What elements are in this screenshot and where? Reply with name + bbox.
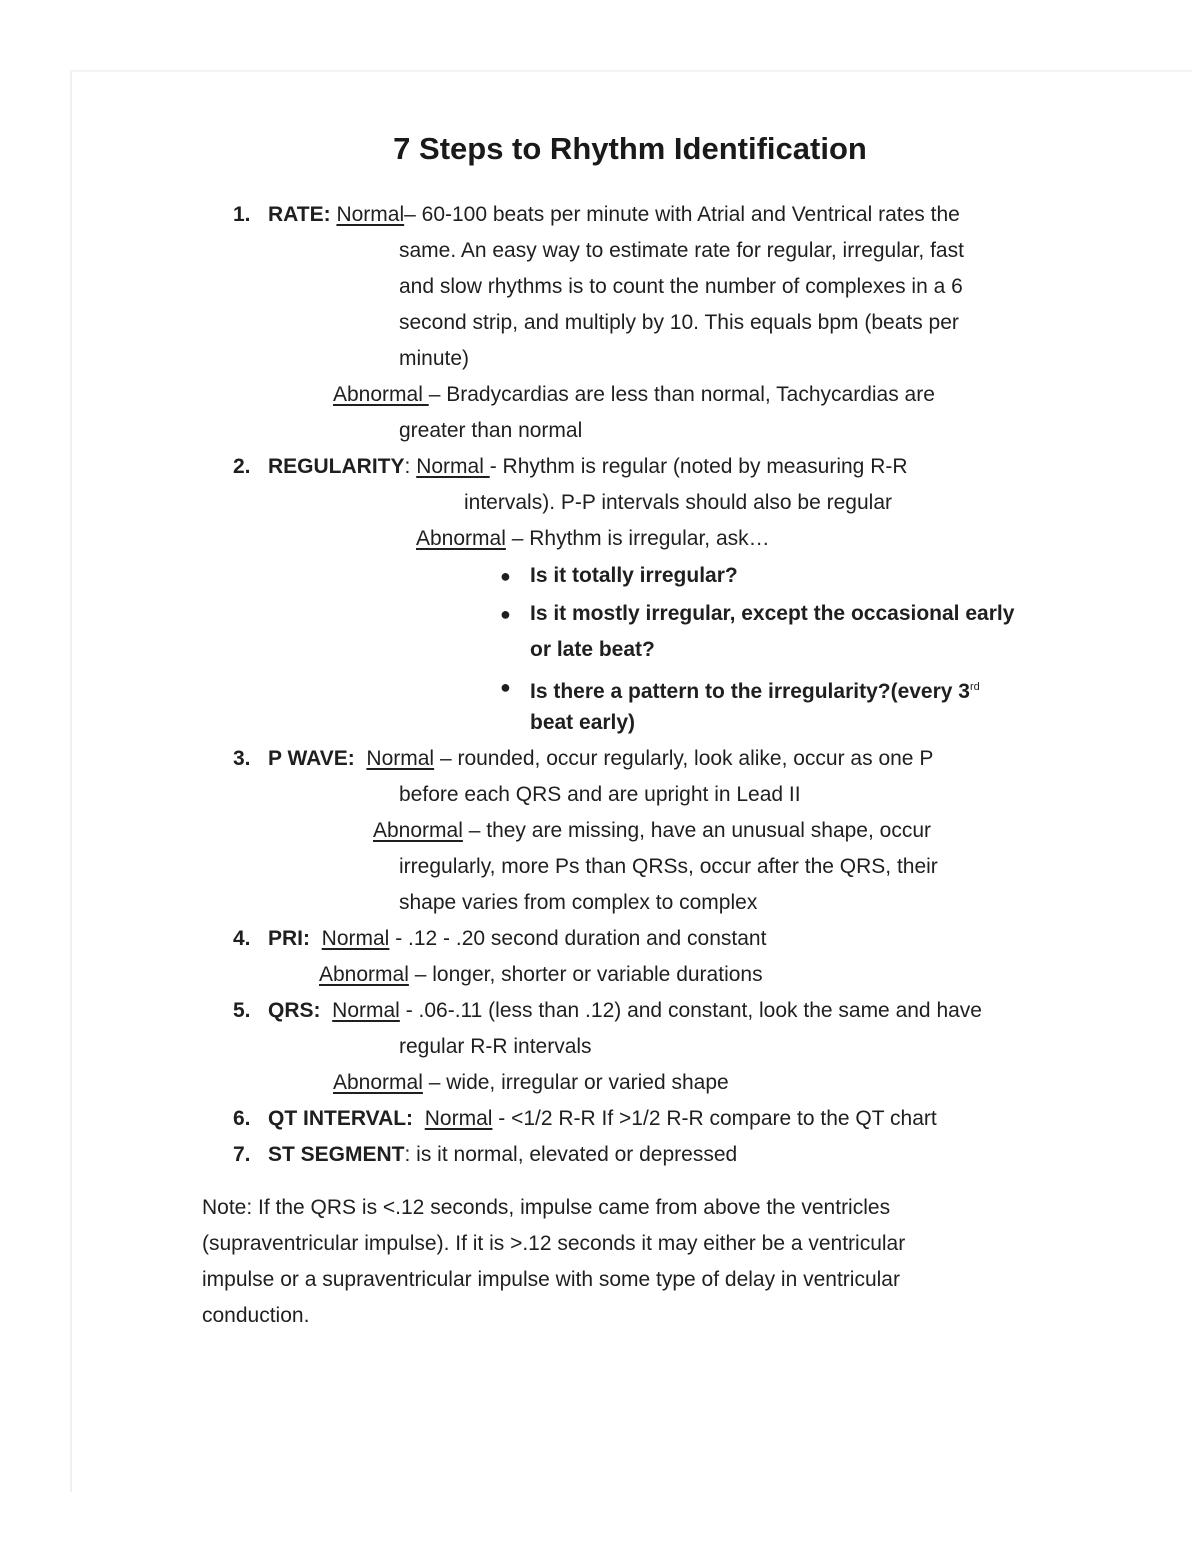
step-2-number: 2. bbox=[233, 455, 251, 478]
step-1-abnormal-label: Abnormal bbox=[333, 383, 429, 406]
step-1-normal-text-4: second strip, and multiply by 10. This equals bpm (beats per bbox=[399, 311, 959, 334]
step-2-abnormal-text-1: – Rhythm is irregular, ask… bbox=[505, 527, 770, 550]
note-line-1: Note: If the QRS is <.12 seconds, impulse came from above the ventricles bbox=[202, 1196, 891, 1219]
step-1-abnormal-text-1: – Bradycardias are less than normal, Tachycardias are bbox=[428, 383, 935, 406]
step-7-line-1 bbox=[268, 1142, 737, 1168]
question-3-line-1 bbox=[530, 674, 980, 705]
question-2-line-1: Is it mostly irregular, except the occasional early bbox=[530, 602, 1015, 625]
step-7-text-1: : is it normal, elevated or depressed bbox=[404, 1143, 738, 1166]
question-3-text: Is there a pattern to the irregularity?(every 3 bbox=[530, 680, 970, 703]
step-6-heading: QT INTERVAL: bbox=[268, 1107, 414, 1130]
step-2-heading: REGULARITY bbox=[268, 455, 405, 478]
step-4-abnormal-label: Abnormal bbox=[319, 963, 409, 986]
step-3-abnormal-line-1 bbox=[373, 818, 931, 844]
step-6-line-1 bbox=[268, 1106, 937, 1132]
question-3-superscript: rd bbox=[969, 681, 980, 693]
step-1-normal-text-2: same. An easy way to estimate rate for regular, irregular, fast bbox=[399, 239, 964, 262]
step-5-normal-text-2: regular R-R intervals bbox=[399, 1035, 592, 1058]
step-1-abnormal-line-1 bbox=[333, 382, 935, 408]
question-2-line-2: or late beat? bbox=[530, 638, 655, 661]
step-6-normal-text-1: - <1/2 R-R If >1/2 R-R compare to the QT chart bbox=[492, 1107, 937, 1130]
step-5-line-1 bbox=[268, 998, 982, 1024]
step-1-normal-text-5: minute) bbox=[399, 347, 470, 370]
step-2-normal-text-1: - Rhythm is regular (noted by measuring R-R bbox=[489, 455, 908, 478]
step-5-abnormal-label: Abnormal bbox=[333, 1071, 423, 1094]
step-4-line-1 bbox=[268, 926, 766, 952]
note-line-4: conduction. bbox=[202, 1304, 310, 1327]
bullet-icon: ● bbox=[500, 566, 511, 586]
step-2-normal-text-2: intervals). P-P intervals should also be regular bbox=[464, 491, 892, 514]
note-line-3: impulse or a supraventricular impulse with some type of delay in ventricular bbox=[202, 1268, 900, 1291]
step-3-abnormal-text-2: irregularly, more Ps than QRSs, occur after the QRS, their bbox=[399, 855, 938, 878]
step-1-normal-label: Normal bbox=[336, 203, 405, 226]
step-4-number: 4. bbox=[233, 927, 251, 950]
step-1-normal-text-3: and slow rhythms is to count the number of complexes in a 6 bbox=[399, 275, 963, 298]
step-5-abnormal-text-1: – wide, irregular or varied shape bbox=[422, 1071, 729, 1094]
step-3-abnormal-text-1: – they are missing, have an unusual shape, occur bbox=[462, 819, 932, 842]
step-6-normal-label: Normal bbox=[424, 1107, 493, 1130]
question-3-line-2: beat early) bbox=[530, 711, 636, 734]
step-4-abnormal-text-1: – longer, shorter or variable durations bbox=[408, 963, 763, 986]
step-1-line-1 bbox=[268, 202, 960, 228]
step-3-normal-text-1: – rounded, occur regularly, look alike, occur as one P bbox=[434, 747, 934, 770]
step-6-number: 6. bbox=[233, 1107, 251, 1130]
step-7-number: 7. bbox=[233, 1143, 251, 1166]
step-3-abnormal-label: Abnormal bbox=[373, 819, 463, 842]
step-1-normal-text-1: – 60-100 beats per minute with Atrial and Ventrical rates the bbox=[404, 203, 960, 226]
page-title: 7 Steps to Rhythm Identification bbox=[393, 131, 867, 166]
step-5-number: 5. bbox=[233, 999, 251, 1022]
step-2-abnormal-line-1 bbox=[416, 526, 770, 552]
step-1-heading: RATE: bbox=[268, 203, 331, 226]
step-2-normal-label: Normal bbox=[416, 455, 490, 478]
step-1-number: 1. bbox=[233, 203, 251, 226]
step-7-heading: ST SEGMENT bbox=[268, 1143, 405, 1166]
step-1-abnormal-text-2: greater than normal bbox=[399, 419, 583, 442]
step-3-number: 3. bbox=[233, 747, 251, 770]
step-3-line-1 bbox=[268, 746, 933, 772]
step-3-normal-label: Normal bbox=[366, 747, 435, 770]
bullet-icon: ● bbox=[500, 604, 511, 624]
step-4-normal-label: Normal bbox=[321, 927, 390, 950]
step-2-abnormal-label: Abnormal bbox=[416, 527, 506, 550]
step-5-normal-text-1: - .06-.11 (less than .12) and constant, look the same and have bbox=[399, 999, 982, 1022]
step-4-heading: PRI: bbox=[268, 927, 310, 950]
step-3-normal-text-2: before each QRS and are upright in Lead II bbox=[399, 783, 801, 806]
question-1: Is it totally irregular? bbox=[530, 564, 738, 587]
step-2-heading-suffix: : bbox=[404, 455, 411, 478]
step-3-heading: P WAVE: bbox=[268, 747, 355, 770]
step-4-normal-text-1: - .12 - .20 second duration and constant bbox=[389, 927, 767, 950]
step-3-abnormal-text-3: shape varies from complex to complex bbox=[399, 891, 758, 914]
bullet-icon: ● bbox=[500, 677, 511, 697]
note-line-2: (supraventricular impulse). If it is >.12 seconds it may either be a ventricular bbox=[202, 1232, 906, 1255]
step-5-abnormal-line-1 bbox=[333, 1070, 729, 1096]
step-5-heading: QRS: bbox=[268, 999, 321, 1022]
step-2-line-1 bbox=[268, 454, 908, 480]
step-5-normal-label: Normal bbox=[332, 999, 400, 1022]
step-4-abnormal-line-1 bbox=[319, 962, 763, 988]
